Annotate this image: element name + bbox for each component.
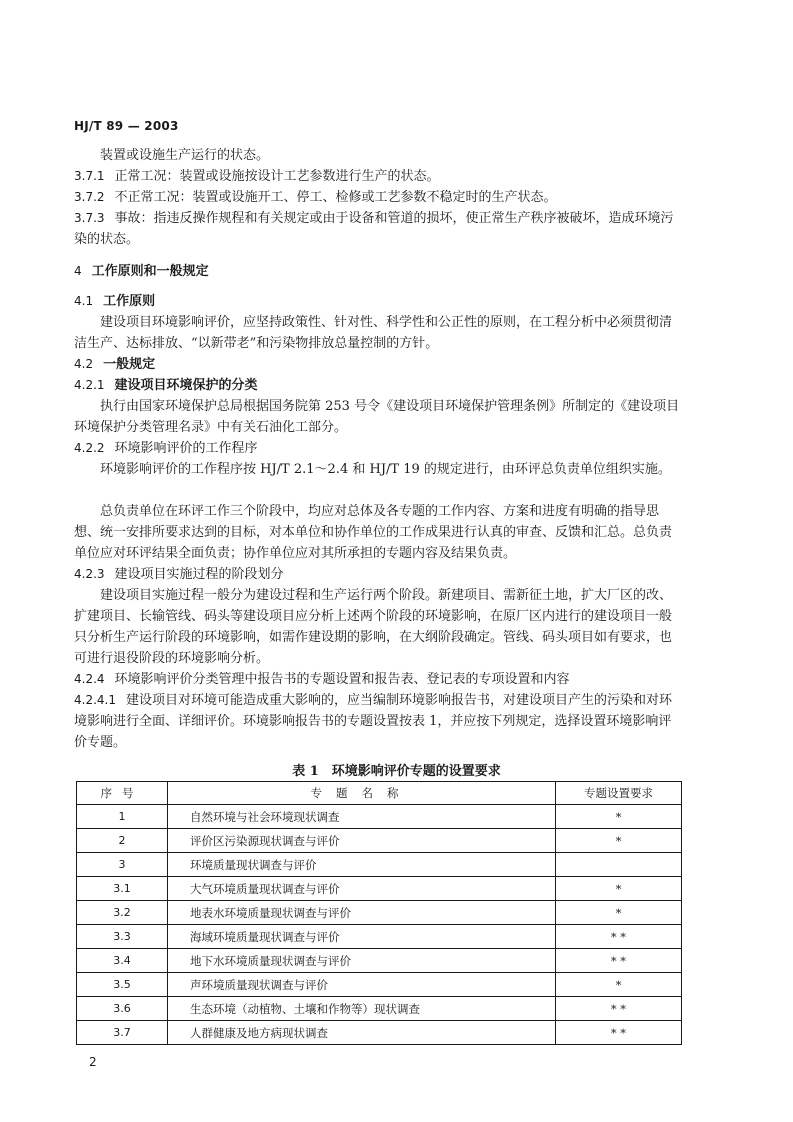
row-index: 1 bbox=[77, 805, 168, 829]
clause-3-7-2 bbox=[74, 187, 684, 208]
row-requirement: * bbox=[555, 973, 681, 997]
row-index: 3.1 bbox=[77, 877, 168, 901]
section-title: 环境影响评价分类管理中报告书的专题设置和报告表、登记表的专项设置和内容 bbox=[114, 672, 570, 687]
row-index: 2 bbox=[77, 829, 168, 853]
section-title: 建设项目实施过程的阶段划分 bbox=[114, 567, 284, 582]
table-row bbox=[77, 949, 682, 973]
row-topic: 环境质量现状调查与评价 bbox=[167, 853, 555, 877]
section-4-2-1-heading bbox=[74, 375, 258, 396]
section-title: 一般规定 bbox=[103, 357, 156, 372]
clause-text: 事故：指违反操作规程和有关规定或由于设备和管道的损坏，使正常生产秩序被破坏，造成环境污染的状态。 bbox=[74, 211, 674, 247]
paragraph-continuation: 装置或设施生产运行的状态。 bbox=[100, 148, 270, 163]
paragraph-4-2-2-a: 环境影响评价的工作程序按 HJ/T 2.1～2.4 和 HJ/T 19 的规定进行，由环评总负责单位组织实施。 bbox=[100, 462, 671, 477]
page-number: 2 bbox=[89, 1055, 97, 1069]
row-index: 3.2 bbox=[77, 901, 168, 925]
row-index: 3.5 bbox=[77, 973, 168, 997]
paragraph-4-2-1: 执行由国家环境保护总局根据国务院第 253 号令《建设项目环境保护管理条例》所制定的《建设项目环境保护分类管理名录》中有关石油化工部分。 bbox=[74, 399, 680, 435]
paragraph-4-2-2-b: 总负责单位在环评工作三个阶段中，均应对总体及各专题的工作内容、方案和进度有明确的指导思想、统一安排所要求达到的目标，对本单位和协作单位的工作成果进行认真的审查、反馈和汇总。总负责单位应对环评结果全面负责；协作单位应对其所承担的专题内容及结果负责。 bbox=[74, 504, 673, 561]
table-header-row bbox=[77, 782, 682, 805]
section-number: 4.2.3 bbox=[74, 567, 105, 581]
row-requirement bbox=[555, 853, 681, 877]
row-topic: 大气环境质量现状调查与评价 bbox=[167, 877, 555, 901]
document-id: HJ/T 89 — 2003 bbox=[74, 119, 179, 133]
section-4-2-4-heading bbox=[74, 669, 684, 690]
section-4-heading bbox=[74, 261, 209, 282]
row-topic: 评价区污染源现状调查与评价 bbox=[167, 829, 555, 853]
paragraph-4-2-3: 建设项目实施过程一般分为建设过程和生产运行两个阶段。新建项目、需新征土地，扩大厂区的改、扩建项目、长输管线、码头等建设项目应分析上述两个阶段的环境影响，在原厂区内进行的建设项目一般只分析生产运行阶段的环境影响，如需作建设期的影响，在大纲阶段确定。管线、码头项目如有要求，也可进行退役阶段的环境影响分析。 bbox=[74, 588, 673, 666]
header-index: 序号 bbox=[77, 782, 168, 805]
section-4-2-heading bbox=[74, 354, 155, 375]
clause-number: 3.7.1 bbox=[74, 169, 105, 183]
row-index: 3.4 bbox=[77, 949, 168, 973]
row-requirement: * * bbox=[555, 925, 681, 949]
row-requirement: * bbox=[555, 901, 681, 925]
section-title: 环境影响评价的工作程序 bbox=[114, 441, 258, 456]
clause-text: 建设项目对环境可能造成重大影响的，应当编制环境影响报告书，对建设项目产生的污染和对环境影响进行全面、详细评价。环境影响报告书的专题设置按表 1，并应按下列规定，选择设置环境影响评价专题。 bbox=[74, 693, 672, 750]
row-topic: 生态环境（动植物、土壤和作物等）现状调查 bbox=[167, 997, 555, 1021]
row-index: 3.7 bbox=[77, 1021, 168, 1045]
table-caption: 表 1 环境影响评价专题的设置要求 bbox=[292, 764, 501, 779]
section-title: 工作原则和一般规定 bbox=[91, 264, 209, 279]
clause-number: 4.2.4.1 bbox=[74, 693, 116, 707]
section-4-1-heading bbox=[74, 291, 155, 312]
table-row bbox=[77, 829, 682, 853]
paragraph-4-1: 建设项目环境影响评价，应坚持政策性、针对性、科学性和公正性的原则，在工程分析中必须贯彻清洁生产、达标排放、“以新带老”和污染物排放总量控制的方针。 bbox=[74, 315, 673, 351]
header-topic-name: 专题名称 bbox=[167, 782, 555, 805]
table-row bbox=[77, 805, 682, 829]
row-topic: 地下水环境质量现状调查与评价 bbox=[167, 949, 555, 973]
row-requirement: * * bbox=[555, 1021, 681, 1045]
section-number: 4.2 bbox=[74, 357, 94, 371]
section-title: 建设项目环境保护的分类 bbox=[114, 378, 258, 393]
row-index: 3 bbox=[77, 853, 168, 877]
section-number: 4 bbox=[74, 264, 82, 278]
row-topic: 人群健康及地方病现状调查 bbox=[167, 1021, 555, 1045]
row-index: 3.3 bbox=[77, 925, 168, 949]
table-row bbox=[77, 925, 682, 949]
table-row bbox=[77, 853, 682, 877]
header-requirement: 专题设置要求 bbox=[555, 782, 681, 805]
row-index: 3.6 bbox=[77, 997, 168, 1021]
clause-3-7-3 bbox=[74, 208, 684, 250]
table-row bbox=[77, 973, 682, 997]
table-row bbox=[77, 1021, 682, 1045]
table-row bbox=[77, 877, 682, 901]
row-topic: 自然环境与社会环境现状调查 bbox=[167, 805, 555, 829]
row-requirement: * * bbox=[555, 949, 681, 973]
section-title: 工作原则 bbox=[103, 294, 156, 309]
row-topic: 地表水环境质量现状调查与评价 bbox=[167, 901, 555, 925]
clause-number: 3.7.3 bbox=[74, 211, 105, 225]
row-requirement: * bbox=[555, 805, 681, 829]
table-row bbox=[77, 901, 682, 925]
clause-3-7-1 bbox=[74, 166, 684, 187]
clause-4-2-4-1 bbox=[74, 690, 684, 753]
section-number: 4.1 bbox=[74, 294, 94, 308]
topics-table bbox=[76, 781, 682, 1045]
row-topic: 声环境质量现状调查与评价 bbox=[167, 973, 555, 997]
row-requirement: * bbox=[555, 829, 681, 853]
clause-text: 正常工况：装置或设施按设计工艺参数进行生产的状态。 bbox=[114, 169, 440, 184]
table-row bbox=[77, 997, 682, 1021]
row-requirement: * * bbox=[555, 997, 681, 1021]
clause-text: 不正常工况：装置或设施开工、停工、检修或工艺参数不稳定时的生产状态。 bbox=[114, 190, 557, 205]
section-4-2-2-heading bbox=[74, 438, 684, 459]
section-number: 4.2.2 bbox=[74, 441, 105, 455]
section-number: 4.2.4 bbox=[74, 672, 105, 686]
row-topic: 海域环境质量现状调查与评价 bbox=[167, 925, 555, 949]
clause-number: 3.7.2 bbox=[74, 190, 105, 204]
section-4-2-3-heading bbox=[74, 564, 684, 585]
section-number: 4.2.1 bbox=[74, 378, 105, 392]
row-requirement: * bbox=[555, 877, 681, 901]
